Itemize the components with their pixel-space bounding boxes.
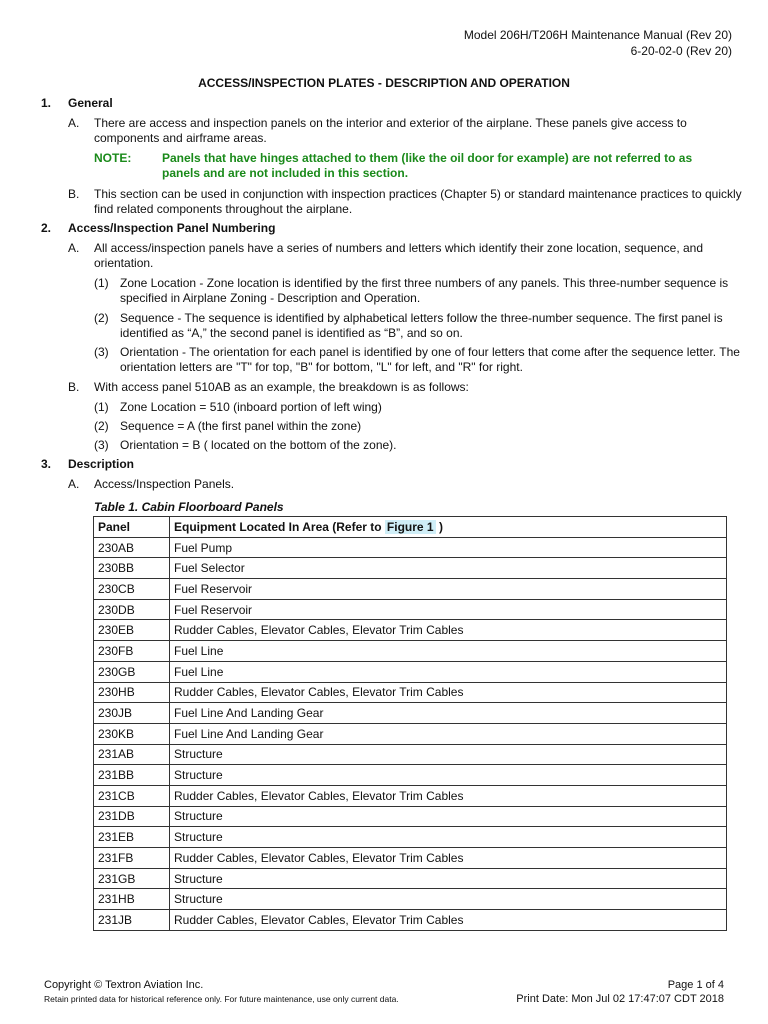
page-footer-left (44, 978, 399, 1006)
equipment-cell: Structure (170, 744, 727, 765)
page-footer-right (516, 978, 724, 1006)
panel-cell: 230JB (94, 703, 170, 724)
panel-cell: 231EB (94, 827, 170, 848)
panel-cell: 231AB (94, 744, 170, 765)
item-letter: B. (68, 380, 80, 394)
section-code: 6-20-02-0 (Rev 20) (630, 44, 732, 58)
page-number: Page 1 of 4 (667, 979, 724, 991)
table-row (94, 558, 727, 579)
item-number: (1) (94, 400, 109, 414)
equipment-cell: Fuel Selector (170, 558, 727, 579)
table-row (94, 785, 727, 806)
equipment-cell: Rudder Cables, Elevator Cables, Elevator Trim Cables (170, 785, 727, 806)
table-row (94, 827, 727, 848)
cabin-floorboard-panels-table (93, 516, 727, 931)
table-row (94, 537, 727, 558)
table-row (94, 579, 727, 600)
panel-cell: 230BB (94, 558, 170, 579)
equipment-cell: Fuel Pump (170, 537, 727, 558)
table-row (94, 641, 727, 662)
equipment-cell: Fuel Reservoir (170, 579, 727, 600)
equipment-cell: Fuel Reservoir (170, 599, 727, 620)
equipment-cell: Structure (170, 868, 727, 889)
panel-cell: 230AB (94, 537, 170, 558)
page-header (464, 27, 732, 59)
paragraph-2a2: Sequence - The sequence is identified by alphabetical letters follow the three-number sequence. The first panel is identified as “A,” the second panel is identified as “B”, and so on. (120, 311, 723, 340)
panel-cell: 231FB (94, 848, 170, 869)
page-title: ACCESS/INSPECTION PLATES - DESCRIPTION AND OPERATION (198, 76, 570, 90)
equipment-cell: Rudder Cables, Elevator Cables, Elevator Trim Cables (170, 910, 727, 931)
equipment-cell: Fuel Line And Landing Gear (170, 703, 727, 724)
note-text: Panels that have hinges attached to them (like the oil door for example) are not referred to as panels and are not included in this section. (162, 151, 693, 180)
table-row (94, 806, 727, 827)
equipment-cell: Structure (170, 806, 727, 827)
panel-cell: 231GB (94, 868, 170, 889)
table-row (94, 910, 727, 931)
paragraph-1b: This section can be used in conjunction with inspection practices (Chapter 5) or standard maintenance practices to quickly find related components throughout the airplane. (94, 187, 742, 216)
table-row (94, 703, 727, 724)
equipment-cell: Rudder Cables, Elevator Cables, Elevator Trim Cables (170, 620, 727, 641)
print-date: Print Date: Mon Jul 02 17:47:07 CDT 2018 (516, 993, 724, 1005)
paragraph-1a: There are access and inspection panels on the interior and exterior of the airplane. These panels give access to components and airframe areas. (94, 116, 687, 145)
table-row (94, 868, 727, 889)
panel-cell: 230GB (94, 661, 170, 682)
equipment-cell: Structure (170, 765, 727, 786)
retain-notice: Retain printed data for historical reference only. For future maintenance, use only current data. (44, 994, 399, 1004)
item-letter: B. (68, 187, 80, 201)
figure-1-link[interactable]: Figure 1 (386, 519, 434, 534)
paragraph-2a3: Orientation - The orientation for each panel is identified by one of four letters that come after the sequence letter. The orientation letters are "T" for top, "B" for bottom, "L" for left, and "R" for right. (120, 345, 740, 374)
item-letter: A. (68, 477, 80, 491)
panel-cell: 230EB (94, 620, 170, 641)
table-row (94, 848, 727, 869)
equipment-cell: Fuel Line And Landing Gear (170, 723, 727, 744)
panel-cell: 230CB (94, 579, 170, 600)
table-row (94, 723, 727, 744)
panel-cell: 230KB (94, 723, 170, 744)
section-heading-description: Description (68, 457, 135, 471)
paragraph-2b: With access panel 510AB as an example, the breakdown is as follows: (94, 380, 469, 394)
paragraph-2b1: Zone Location = 510 (inboard portion of left wing) (120, 400, 382, 414)
section-heading-numbering: Access/Inspection Panel Numbering (68, 221, 276, 235)
equipment-cell: Structure (170, 827, 727, 848)
table-row (94, 744, 727, 765)
equipment-cell: Rudder Cables, Elevator Cables, Elevator Trim Cables (170, 682, 727, 703)
item-number: (1) (94, 276, 109, 290)
panel-cell: 230DB (94, 599, 170, 620)
equipment-cell: Fuel Line (170, 641, 727, 662)
item-number: (2) (94, 419, 109, 433)
item-number: (3) (94, 438, 109, 452)
equipment-cell: Structure (170, 889, 727, 910)
section-number: 3. (41, 457, 52, 471)
table-header-row (94, 517, 727, 538)
copyright-text: Copyright © Textron Aviation Inc. (44, 979, 204, 991)
table-row (94, 889, 727, 910)
section-heading-general: General (68, 96, 113, 110)
item-letter: A. (68, 116, 80, 130)
item-letter: A. (68, 241, 80, 255)
panel-cell: 230HB (94, 682, 170, 703)
panel-cell: 231CB (94, 785, 170, 806)
panel-cell: 230FB (94, 641, 170, 662)
column-header-panel: Panel (94, 517, 170, 538)
item-number: (2) (94, 311, 109, 325)
section-number: 2. (41, 221, 52, 235)
table-body (94, 537, 727, 930)
column-header-equipment: Equipment Located In Area (Refer to Figure 1 ) (170, 517, 727, 538)
panel-cell: 231HB (94, 889, 170, 910)
equipment-cell: Fuel Line (170, 661, 727, 682)
equipment-cell: Rudder Cables, Elevator Cables, Elevator Trim Cables (170, 848, 727, 869)
paragraph-2b3: Orientation = B ( located on the bottom of the zone). (120, 438, 397, 452)
table-row (94, 661, 727, 682)
table-caption: Table 1. Cabin Floorboard Panels (94, 500, 284, 514)
table-row (94, 682, 727, 703)
table-row (94, 620, 727, 641)
section-number: 1. (41, 96, 52, 110)
note-label: NOTE: (94, 151, 132, 165)
table-row (94, 599, 727, 620)
table-row (94, 765, 727, 786)
panel-cell: 231DB (94, 806, 170, 827)
panel-cell: 231JB (94, 910, 170, 931)
paragraph-2a1: Zone Location - Zone location is identified by the first three numbers of any panels. This three-number sequence is specified in Airplane Zoning - Description and Operation. (120, 276, 729, 305)
paragraph-2b2: Sequence = A (the first panel within the zone) (120, 419, 362, 433)
paragraph-2a: All access/inspection panels have a series of numbers and letters which identify their zone location, sequence, and orientation. (94, 241, 704, 270)
paragraph-3a: Access/Inspection Panels. (94, 477, 235, 491)
manual-title: Model 206H/T206H Maintenance Manual (Rev 20) (463, 28, 732, 42)
panel-cell: 231BB (94, 765, 170, 786)
item-number: (3) (94, 345, 109, 359)
